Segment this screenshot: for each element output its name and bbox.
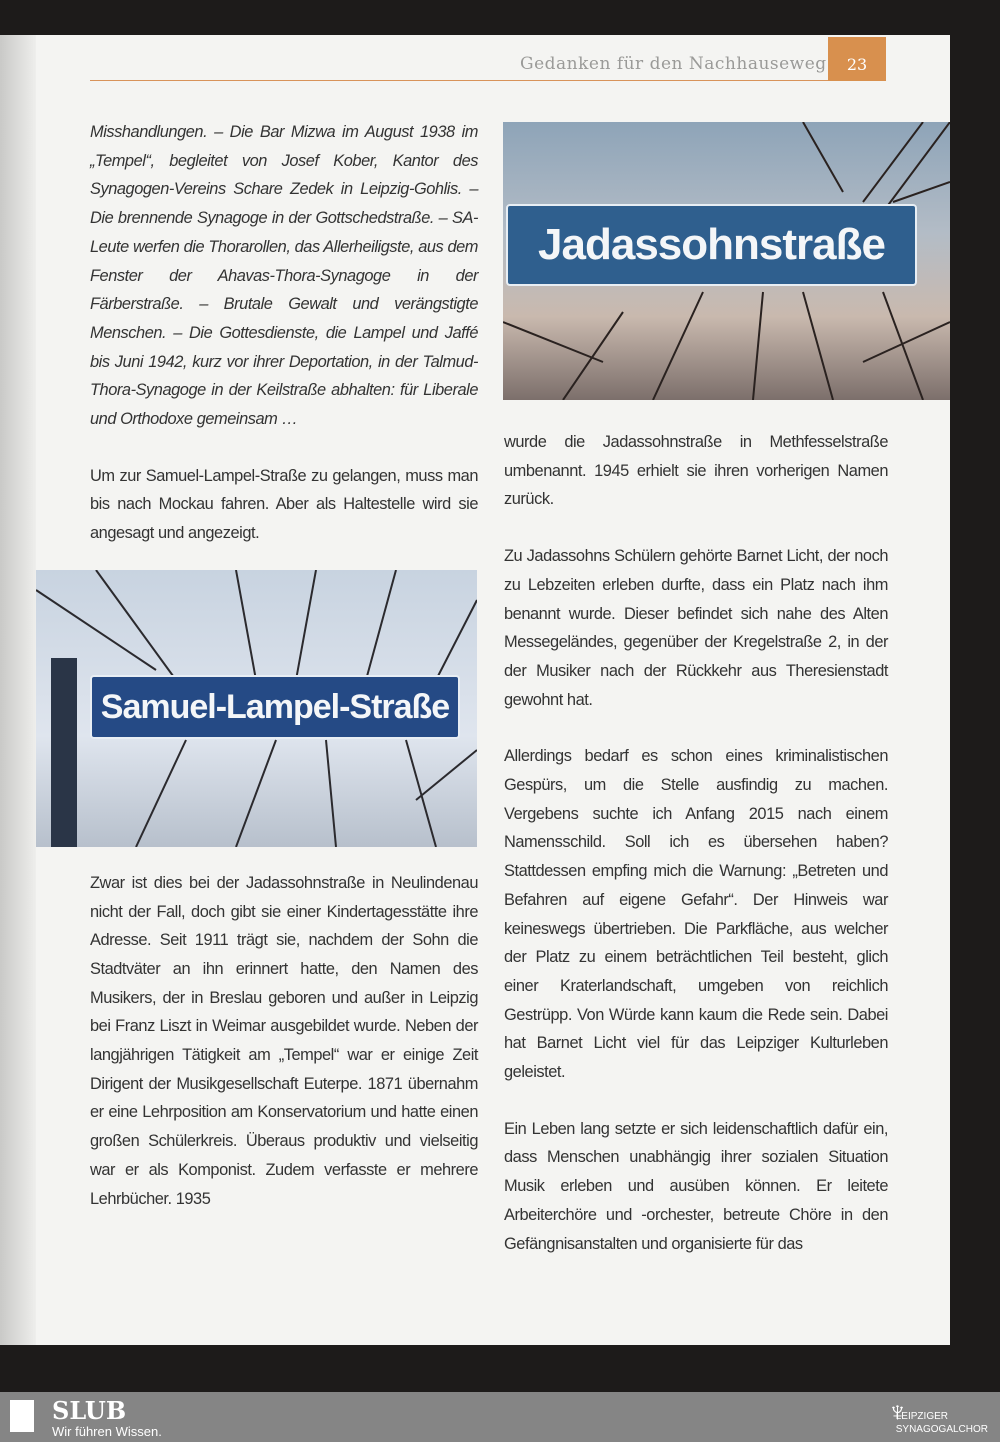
street-sign-samuel-lampel-strasse: Samuel-Lampel-Straße — [90, 675, 460, 739]
street-sign-jadassohnstrasse: Jadassohnstraße — [506, 204, 917, 286]
footer-bar — [0, 1392, 1000, 1442]
right-paragraph-2: Zu Jadassohns Schülern gehörte Barnet Licht, der noch zu Lebzeiten erleben durfte, dass ein Platz nach ihm benannt wurde. Dieser befindet sich nahe des Alten Messegeländes, gegenüber der Kregelstraße 2, in der der Musiker nach der Rückkehr aus Theresienstadt gewohnt hat. — [504, 547, 888, 709]
right-paragraph-1: wurde die Jadassohnstraße in Methfesselstraße umbenannt. 1945 erhielt sie ihren vorherigen Namen zurück. — [504, 433, 888, 509]
header-rule — [90, 80, 828, 81]
left-paragraph-2: Um zur Samuel-Lampel-Straße zu gelangen, muss man bis nach Mockau fahren. Aber als Haltestelle wird sie angesagt und angezeigt. — [90, 466, 478, 543]
slub-logo[interactable]: SLUB — [52, 1396, 127, 1425]
right-column — [504, 122, 888, 1258]
partner-logo[interactable] — [896, 1410, 988, 1436]
sign-pole — [51, 658, 77, 847]
page-number: 23 — [828, 37, 886, 81]
left-column — [90, 118, 478, 1213]
right-paragraph-3: Allerdings bedarf es schon eines kriminalistischen Gespürs, um die Stelle ausfindig zu machen. Vergebens suchte ich Anfang 2015 nach einem Namensschild. Soll ich es übersehen haben? Stattdessen empfing mich die Warnung: „Betreten und Befahren auf eigene Gefahr“. Der Hinweis war keineswegs übertrieben. Die Parkfläche, aus welcher der Platz zu einem beträchtlichen Teil besteht, glich einer Kraterlandschaft, umgeben von reichlich Gestrüpp. Von Würde kann kaum die Rede sein. Dabei hat Barnet Licht viel für das Leipziger Kulturleben geleistet. — [504, 747, 888, 1082]
page-gutter — [0, 35, 36, 1345]
slub-tagline: Wir führen Wissen. — [52, 1424, 162, 1439]
left-paragraph-1: Misshandlungen. – Die Bar Mizwa im August 1938 im „Tempel“, begleitet von Josef Kober, Kantor des Synagogen-Vereins Schare Zedek in Leipzig-Gohlis. – Die brennende Synagoge in der Gottschedstraße. – SA-Leute werfen die Thorarollen, das Allerheiligste, aus dem Fenster der Ahavas-Thora-Synagoge in der Färberstraße. – Brutale Gewalt und verängstigte Menschen. – Die Gottesdienste, die Lampel und Jaffé bis Juni 1942, kurz vor ihrer Deportation, in der Talmud-Thora-Synagoge in der Keilstraße abhalten: für Liberale und Orthodoxe gemeinsam … — [90, 123, 478, 429]
photo-jadassohnstrasse-sign — [503, 122, 950, 400]
partner-line-2: SYNAGOGALCHOR — [895, 1424, 988, 1435]
menorah-icon: ♆ — [887, 1396, 908, 1427]
running-header: Gedanken für den Nachhauseweg — [520, 54, 827, 74]
right-paragraph-4: Ein Leben lang setzte er sich leidenschaftlich dafür ein, dass Menschen unabhängig ihrer sozialen Situation Musik erleben und ausüben können. Er leitete Arbeiterchöre und -orchester, betreute Chöre in den Gefängnisanstalten und organisierte für das — [504, 1119, 888, 1253]
slub-book-icon — [10, 1400, 34, 1432]
photo-samuel-lampel-strasse-sign — [36, 570, 477, 847]
partner-line-1: LEIPZIGER — [895, 1411, 948, 1422]
left-paragraph-3: Zwar ist dies bei der Jadassohnstraße in Neulindenau nicht der Fall, doch gibt sie einer Kindertagesstätte ihre Adresse. Seit 1911 trägt sie, nachdem der Sohn die Stadtväter an ihn erinnert hatte, den Namen des Musikers, der in Breslau geboren und außer in Leipzig bei Franz Liszt in Weimar ausgebildet wurde. Neben der langjährigen Tätigkeit am „Tempel“ war er einige Zeit Dirigent der Musikgesellschaft Euterpe. 1871 übernahm er eine Lehrposition am Konservatorium und hatte einen großen Schülerkreis. Überaus produktiv und vielseitig war er als Komponist. Zudem verfasste er mehrere Lehrbücher. 1935 — [90, 873, 478, 1208]
